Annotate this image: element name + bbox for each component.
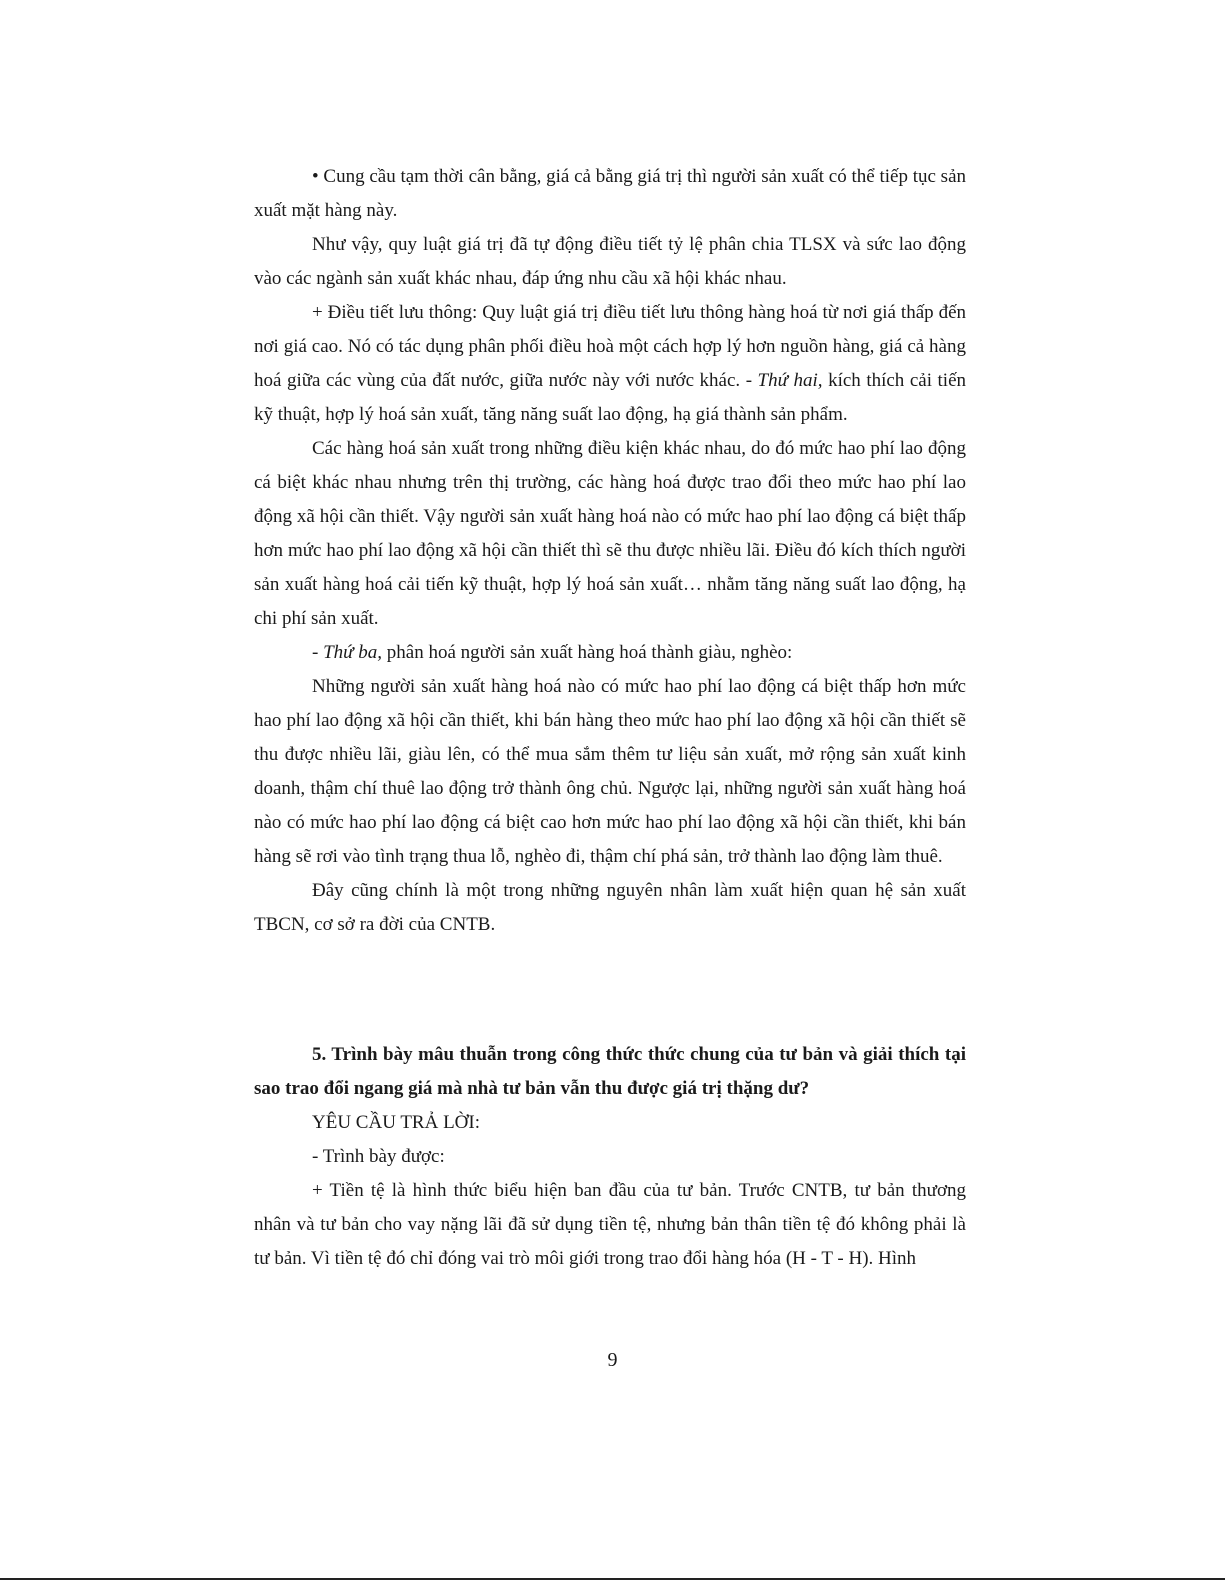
paragraph-labor-cost: Các hàng hoá sản xuất trong những điều kiện khác nhau, do đó mức hao phí lao động cá biệt khác nhau nhưng trên thị trường, các hàng hoá được trao đổi theo mức hao phí lao động xã hội cần thiết. Vậy người sản xuất hàng hoá nào có mức hao phí lao động cá biệt thấp hơn mức hao phí lao động xã hội cần thiết thì sẽ thu được nhiều lãi. Điều đó kích thích người sản xuất hàng hoá cải tiến kỹ thuật, hợp lý hoá sản xuất… nhằm tăng năng suất lao động, hạ chi phí sản xuất. [254, 438, 966, 629]
paragraph-value-law-summary: Như vậy, quy luật giá trị đã tự động điều tiết tỷ lệ phân chia TLSX và sức lao động vào các ngành sản xuất khác nhau, đáp ứng nhu cầu xã hội khác nhau. [254, 234, 966, 289]
paragraph-capitalism-origin: Đây cũng chính là một trong những nguyên nhân làm xuất hiện quan hệ sản xuất TBCN, cơ sở ra đời của CNTB. [254, 880, 966, 935]
third-point-label: - Thứ ba, [312, 642, 383, 663]
answer-intro: - Trình bày được: [312, 1146, 445, 1167]
bottom-edge-line [0, 1578, 1225, 1580]
second-point-text: kích thích cải tiến kỹ thuật, hợp lý hoá sản xuất, tăng năng suất lao động, hạ giá thành sản phẩm. [254, 370, 967, 425]
second-point-label: - Thứ hai, [745, 370, 823, 391]
page-number: 9 [607, 1349, 618, 1371]
paragraph-circulation [254, 296, 966, 432]
paragraph-supply-demand: • Cung cầu tạm thời cân bằng, giá cả bằng giá trị thì người sản xuất có thể tiếp tục sản xuất mặt hàng này. [254, 166, 966, 221]
paragraph-rich-poor: Những người sản xuất hàng hoá nào có mức hao phí lao động cá biệt thấp hơn mức hao phí lao động xã hội cần thiết, khi bán hàng theo mức hao phí lao động xã hội cần thiết sẽ thu được nhiều lãi, giàu lên, có thể mua sắm thêm tư liệu sản xuất, mở rộng sản xuất kinh doanh, thậm chí thuê lao động trở thành ông chủ. Ngược lại, những người sản xuất hàng hoá nào có mức hao phí lao động cá biệt cao hơn mức hao phí lao động xã hội cần thiết, khi bán hàng sẽ rơi vào tình trạng thua lỗ, nghèo đi, thậm chí phá sản, trở thành lao động làm thuê. [254, 676, 966, 867]
question-heading: 5. Trình bày mâu thuẫn trong công thức thức chung của tư bản và giải thích tại sao trao đổi ngang giá mà nhà tư bản vẫn thu được giá trị thặng dư? [254, 1044, 966, 1099]
third-point-text: phân hoá người sản xuất hàng hoá thành giàu, nghèo: [382, 642, 793, 663]
page-body [254, 160, 966, 1276]
paragraph-third-point [254, 636, 966, 670]
answer-paragraph-money: + Tiền tệ là hình thức biểu hiện ban đầu của tư bản. Trước CNTB, tư bản thương nhân và tư bản cho vay nặng lãi đã sử dụng tiền tệ, nhưng bản thân tiền tệ đó không phải là tư bản. Vì tiền tệ đó chỉ đóng vai trò môi giới trong trao đổi hàng hóa (H - T - H). Hình [254, 1180, 966, 1269]
answer-requirements-heading: YÊU CẦU TRẢ LỜI: [312, 1112, 481, 1133]
section-spacer [254, 942, 966, 1038]
paragraph-circulation-text: + Điều tiết lưu thông: Quy luật giá trị điều tiết lưu thông hàng hoá từ nơi giá thấp đến nơi giá cao. Nó có tác dụng phân phối điều hoà một cách hợp lý hơn nguồn hàng, giá cả hàng hoá giữa các vùng của đất nước, giữa nước này với nước khác. [254, 302, 966, 391]
